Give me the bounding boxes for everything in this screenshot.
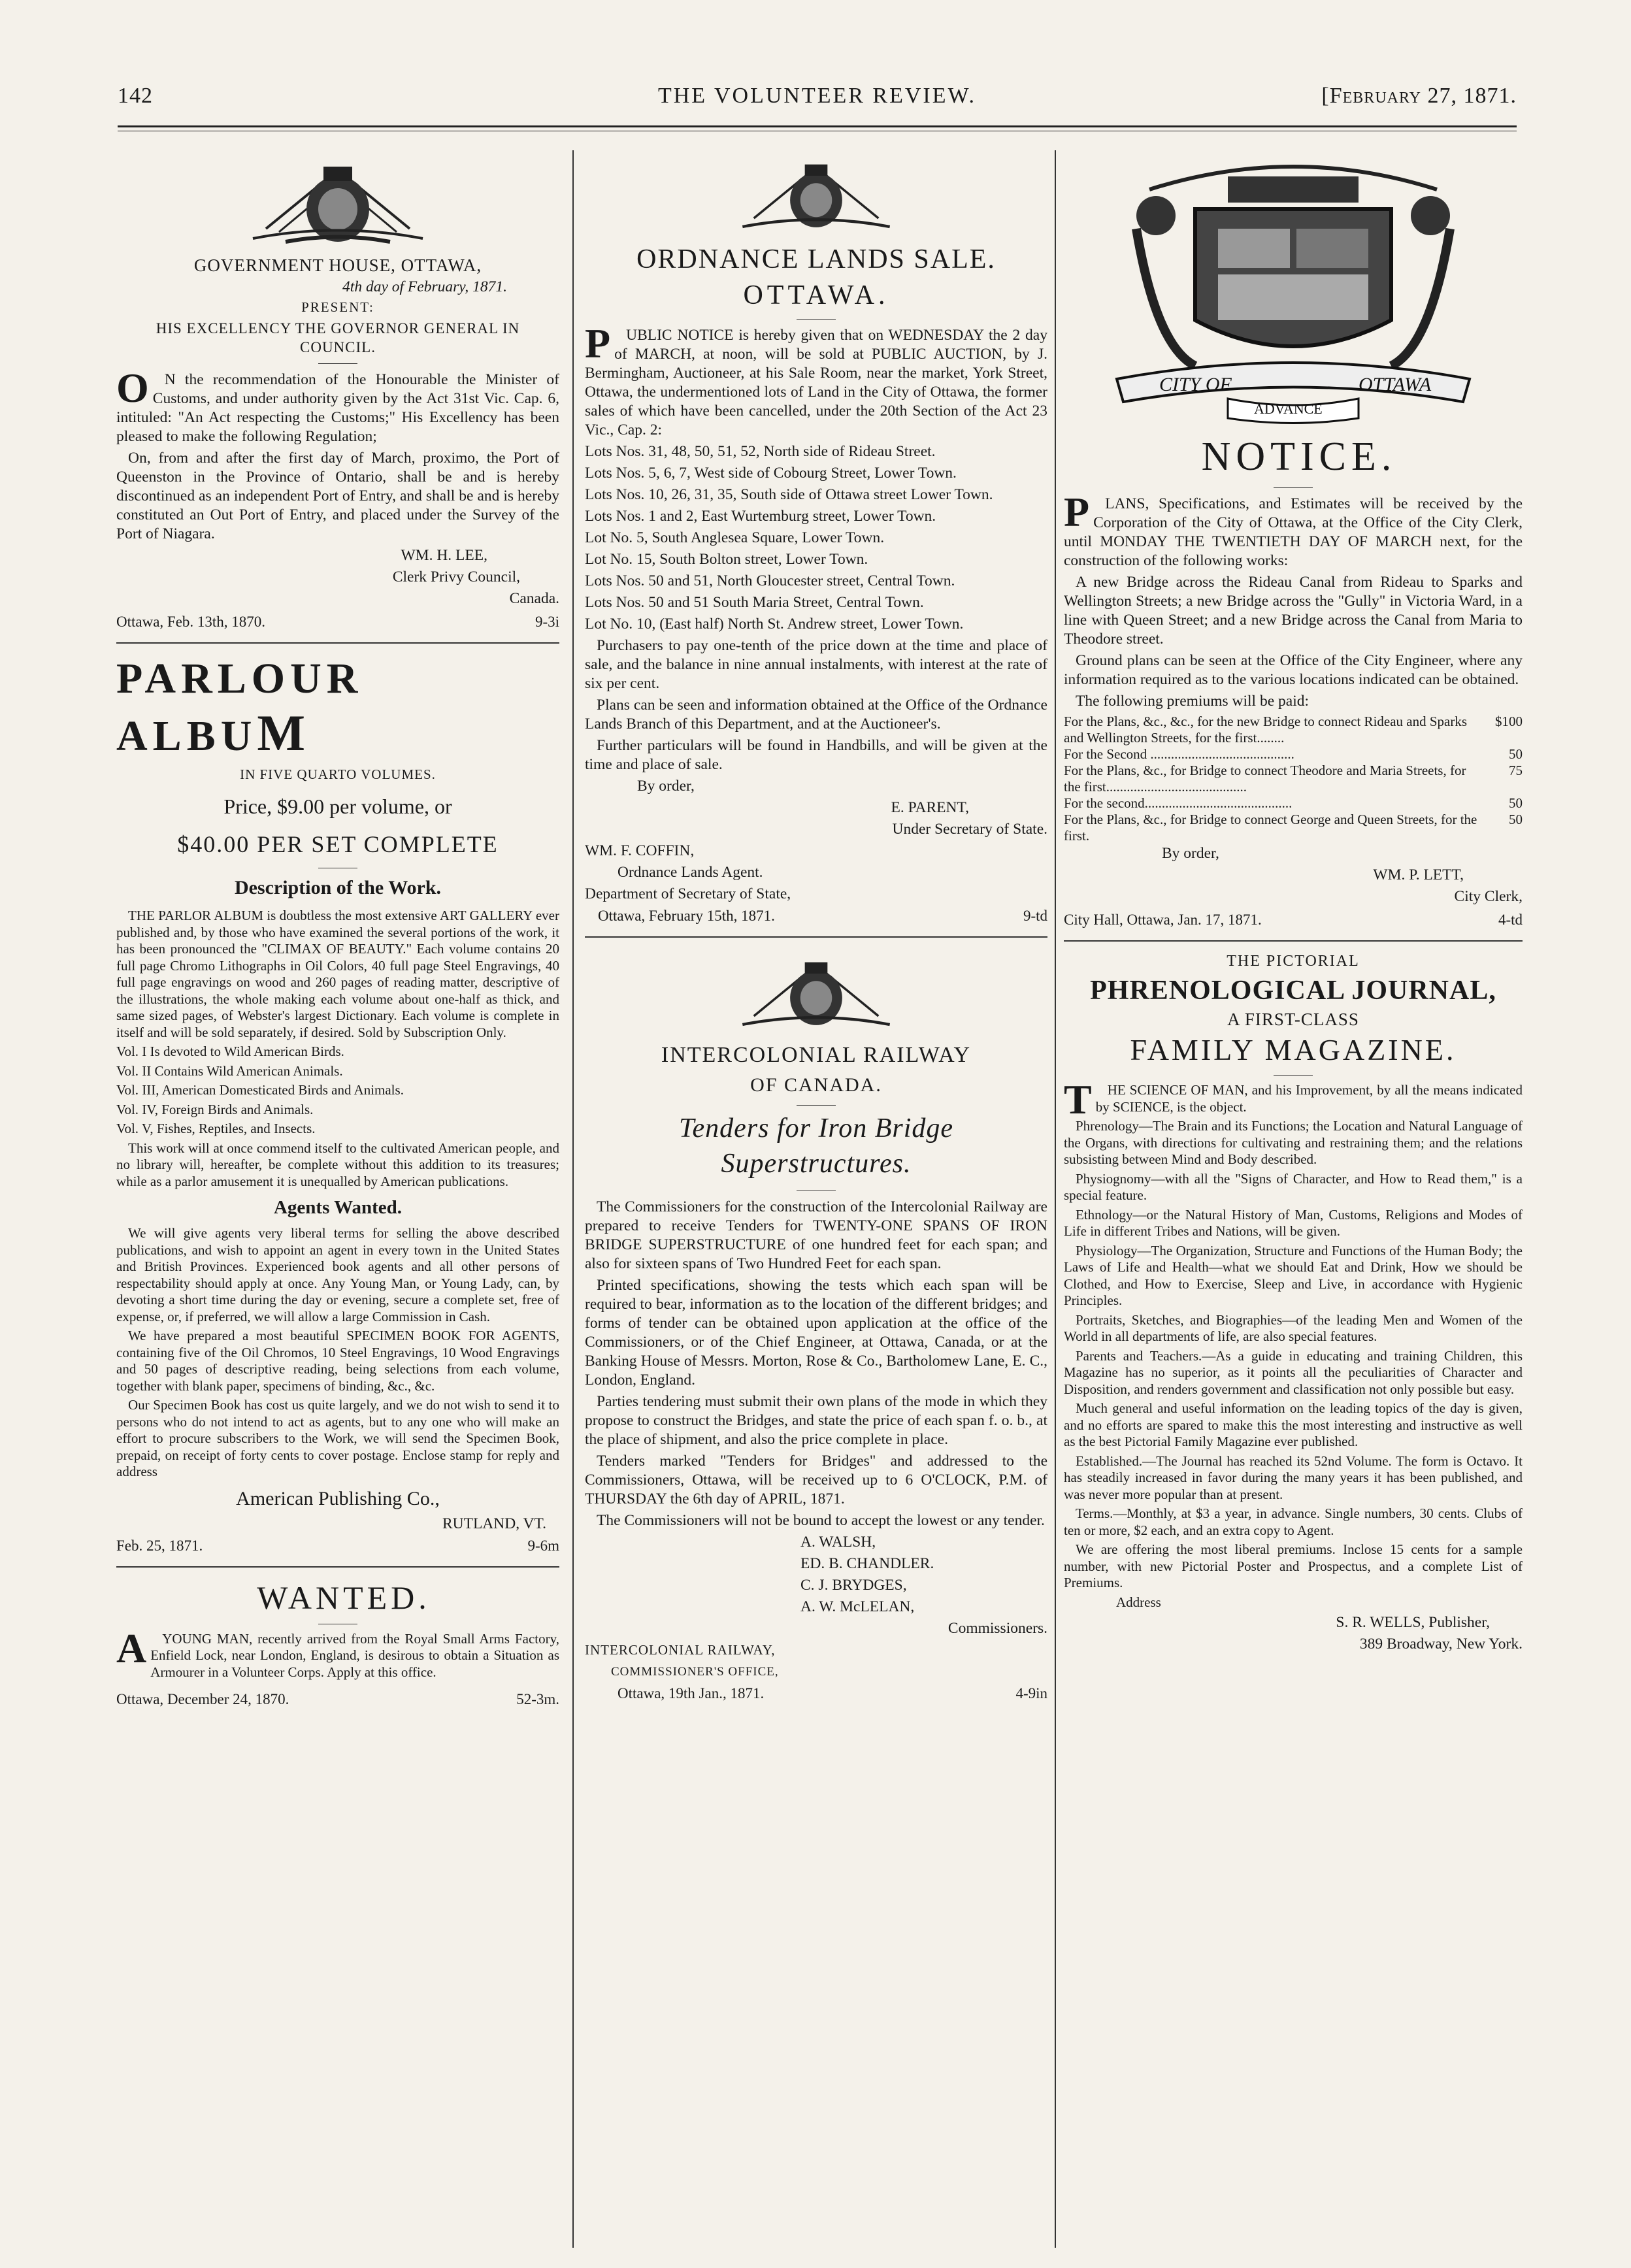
council-heading: HIS EXCELLENCY THE GOVERNOR GENERAL IN COUNCIL. — [156, 320, 520, 355]
journal-pretitle: THE PICTORIAL — [1227, 953, 1360, 970]
ordnance-paragraph-1: PUBLIC NOTICE is hereby given that on WEDNESDAY the 2 day of MARCH, at noon, will be sold at PUBLIC AUCTION, by J. Bermingham, Auctioneer, at his Sale Room, near the market, York Street, Ottawa, the undermentioned lots of Land in the City of Ottawa, the former sales of which have been cancelled, under the 20th Section of the Act 23 Vic., Cap. 2: — [585, 320, 1047, 438]
ordnance-sig-1-title: Under Secretary of State. — [892, 821, 1047, 838]
wanted-footer-code: 52-3m. — [516, 1691, 559, 1707]
journal-address-label: Address — [1116, 1594, 1161, 1610]
journal-ethnology: Ethnology—or the Natural History of Man, Customs, Religions and Modes of Life in different Tribes and Nations, will be given. — [1064, 1206, 1523, 1239]
agents-paragraph-1: We will give agents very liberal terms for selling the above described publications, and wish to appoint an agent in every town in the United States and British Provinces. Experienced book agents and all other persons of respectability should apply at once. Any Young Man, or Young Lady, can, by devoting a short time during the day or evening, secure a complete set, free of expense, or, if preferred, we will allow a large Commission in Cash. — [116, 1225, 559, 1324]
railway-title: INTERCOLONIAL RAILWAY — [661, 1043, 972, 1067]
premium-amount: $100 — [1495, 714, 1523, 729]
wanted-title: WANTED. — [257, 1579, 431, 1616]
masthead-title: THE VOLUNTEER REVIEW. — [657, 84, 976, 108]
railway-code: 4-9in — [1015, 1685, 1047, 1701]
commissioner-name: A. WALSH, — [800, 1534, 876, 1551]
tenders-heading-1: Tenders for Iron Bridge — [678, 1113, 954, 1143]
premium-amount: 50 — [1509, 795, 1523, 811]
seal-text-advance: ADVANCE — [1254, 401, 1323, 417]
lot-item: Lots Nos. 10, 26, 31, 35, South side of Ottawa street Lower Town. — [585, 486, 993, 503]
divider — [797, 1105, 836, 1106]
commissioner-name: ED. B. CHANDLER. — [800, 1555, 934, 1572]
column-1 — [116, 150, 559, 2248]
premium-row — [1064, 714, 1523, 746]
journal-physiology: Physiology—The Organization, Structure and Functions of the Human Body; the Laws of Life and Health—what we should Eat and Drink, How we should be Clothed, and How to Exercise, Sleep and Live, in accordance with Hygienic Principles. — [1064, 1242, 1523, 1308]
ordnance-paragraph-2: Purchasers to pay one-tenth of the price down at the time and place of sale, and the balance in nine annual instalments, with interest at the rate of six per cent. — [585, 637, 1047, 692]
album-title-end: M — [257, 704, 310, 761]
gov-signature-title: Clerk Privy Council, — [392, 568, 520, 585]
lot-item: Lots Nos. 31, 48, 50, 51, 52, North side of Rideau Street. — [585, 443, 936, 460]
gov-house-title: GOVERNMENT HOUSE, OTTAWA, — [193, 255, 482, 275]
section-divider — [585, 936, 1047, 938]
premium-desc: For the Plans, &c., for Bridge to connect Theodore and Maria Streets, for the first......................................... — [1064, 763, 1466, 795]
album-volumes: IN FIVE QUARTO VOLUMES. — [240, 766, 436, 782]
gov-footer-code: 9-3i — [535, 613, 559, 630]
railway-paragraph-2: Printed specifications, showing the tests which each span will be required to bear, information as to the location of the different bridges; and forms of tender can be obtained upon application at the office of the Commissioners, or of the Chief Engineer, at Ottawa, Canada, or at the Banking House of Messrs. Morton, Rose & Co., Bartholomew Lane, E. C., London, England. — [585, 1277, 1047, 1389]
journal-title: PHRENOLOGICAL JOURNAL, — [1090, 976, 1496, 1006]
publisher-name: American Publishing Co., — [236, 1487, 440, 1509]
ordnance-code: 9-td — [1023, 908, 1047, 924]
page-header — [118, 84, 1517, 123]
journal-portraits: Portraits, Sketches, and Biographies—of the leading Men and Women of the World in all departments of life, are also special features. — [1064, 1311, 1523, 1344]
seal-text-city: CITY OF — [1159, 374, 1232, 395]
railway-footer — [585, 1684, 1047, 1703]
tenders-heading-2: Superstructures. — [721, 1149, 912, 1179]
ordnance-by-order: By order, — [637, 778, 695, 795]
column-3 — [1064, 150, 1523, 2248]
section-divider — [116, 642, 559, 644]
commissioner-name: C. J. BRYDGES, — [800, 1577, 907, 1594]
gov-signature-country: Canada. — [509, 589, 559, 607]
album-footer-code: 9-6m — [527, 1537, 559, 1554]
journal-publisher: S. R. WELLS, Publisher, — [1336, 1614, 1490, 1631]
royal-arms-emblem-icon — [240, 150, 436, 248]
journal-phrenology: Phrenology—The Brain and its Functions; the Location and Natural Language of the Organs, with directions for cultivating and restraining them; and the relations subsisting between Mind and Body described. — [1064, 1118, 1523, 1167]
ordnance-paragraph-3: Plans can be seen and information obtained at the Office of the Ordnance Lands Branch of this Department, and at the Auctioneer's. — [585, 697, 1047, 732]
column-rule-2 — [1055, 150, 1056, 2248]
journal-family-magazine: FAMILY MAGAZINE. — [1130, 1033, 1457, 1066]
notice-footer — [1064, 910, 1523, 930]
lot-item: Lot No. 10, (East half) North St. Andrew street, Lower Town. — [585, 616, 964, 633]
divider — [1274, 1075, 1313, 1076]
agents-heading: Agents Wanted. — [273, 1197, 403, 1218]
premiums-list — [1064, 714, 1523, 844]
gov-paragraph-2: On, from and after the first day of March, proximo, the Port of Queenston in the Province of Ontario, shall be and is hereby discontinued as an independent Port of Entry, and shall be and is hereby constituted an Out Port of Entry, and placed under the Survey of the Port of Niagara. — [116, 449, 559, 542]
premium-row — [1064, 746, 1523, 763]
gov-signature-name: WM. H. LEE, — [401, 546, 487, 564]
ordnance-sig-2: WM. F. COFFIN, — [585, 842, 695, 859]
album-title — [116, 654, 559, 763]
gov-paragraph-1: ON the recommendation of the Honourable the Minister of Customs, and under authority given by the Act 31st Vic. Cap. 6, intituled: "An Act respecting the Customs;" His Excellency has been pleased to make the following Regulation; — [116, 364, 559, 445]
ordnance-sig-2-title: Ordnance Lands Agent. — [618, 864, 763, 881]
seal-text-ottawa: OTTAWA — [1359, 374, 1432, 395]
journal-intro: THE SCIENCE OF MAN, and his Improvement, by all the means indicated by SCIENCE, is the object. — [1064, 1076, 1523, 1123]
section-divider — [116, 1566, 559, 1568]
album-vol-1: Vol. I Is devoted to Wild American Birds. — [116, 1044, 344, 1059]
journal-general: Much general and useful information on the leading topics of the day is given, and no efforts are spared to make this the most interesting and instructive as well as the best Pictorial Family Magazine ever published. — [1064, 1400, 1523, 1449]
wanted-ad — [116, 1578, 559, 1710]
album-vol-2: Vol. II Contains Wild American Animals. — [116, 1062, 343, 1079]
agents-paragraph-3: Our Specimen Book has cost us quite largely, and we do not wish to send it to persons who do not intend to act as agents, but to any one who will make an effort to procure subscribers to the Work, we will send the Specimen Book, prepaid, on receipt of forty cents to cover postage. Enclose stamp for reply and address — [116, 1397, 559, 1479]
commissioners-list — [585, 1533, 1047, 1638]
phrenological-journal-ad — [1064, 952, 1523, 1654]
divider — [797, 319, 836, 320]
railway-paragraph-1: The Commissioners for the construction of the Intercolonial Railway are prepared to receive Tenders for TWENTY-ONE SPANS OF IRON BRIDGE SUPERSTRUCTURE of one hundred feet for each span; and also for sixteen spans of Two Hundred Feet for each span. — [585, 1198, 1047, 1272]
journal-terms: Terms.—Monthly, at $3 a year, in advance. Single numbers, 30 cents. Clubs of ten or more, $2 each, and an extra copy to Agent. — [1064, 1505, 1523, 1538]
album-vol-5: Vol. V, Fishes, Reptiles, and Insects. — [116, 1121, 316, 1136]
royal-arms-emblem-icon — [725, 150, 908, 235]
railway-paragraph-5: The Commissioners will not be bound to accept the lowest or any tender. — [597, 1512, 1045, 1529]
notice-signature: WM. P. LETT, — [1373, 866, 1464, 883]
album-footer — [116, 1536, 559, 1556]
journal-physiognomy: Physiognomy—with all the "Signs of Character, and How to Read them," is a special feature. — [1064, 1170, 1523, 1203]
royal-arms-emblem-icon — [725, 948, 908, 1033]
divider — [318, 363, 357, 364]
album-commend: This work will at once commend itself to the cultivated American people, and no library will, hereafter, be complete without this addition to its treasures; while as a parlor amusement it is unequalled by American publications. — [116, 1140, 559, 1189]
lot-item: Lots Nos. 50 and 51 South Maria Street, Central Town. — [585, 594, 924, 611]
notice-title: NOTICE. — [1201, 435, 1397, 479]
lot-item: Lots Nos. 50 and 51, North Gloucester street, Central Town. — [585, 572, 955, 589]
album-desc-heading: Description of the Work. — [234, 877, 442, 898]
premium-desc: For the Second .......................................... — [1064, 746, 1294, 762]
premium-desc: For the Plans, &c., for Bridge to connect George and Queen Streets, for the first. — [1064, 812, 1477, 844]
column-rule-1 — [572, 150, 574, 2248]
ordnance-title: ORDNANCE LANDS SALE. — [636, 244, 996, 274]
lot-item: Lot No. 15, South Bolton street, Lower Town. — [585, 551, 868, 568]
premium-row — [1064, 795, 1523, 812]
notice-by-order: By order, — [1162, 845, 1219, 862]
ordnance-date: Ottawa, February 15th, 1871. — [598, 908, 775, 924]
album-price-volume: Price, $9.00 per volume, or — [223, 795, 452, 818]
column-2 — [585, 150, 1047, 2248]
notice-date: City Hall, Ottawa, Jan. 17, 1871. — [1064, 912, 1262, 928]
premium-amount: 75 — [1509, 763, 1523, 778]
page-number: 142 — [118, 84, 153, 108]
header-rule — [118, 125, 1517, 127]
album-footer-date: Feb. 25, 1871. — [116, 1537, 203, 1554]
lots-list — [585, 442, 1047, 634]
journal-subtitle: A FIRST-CLASS — [1227, 1010, 1359, 1029]
album-description: THE PARLOR ALBUM is doubtless the most extensive ART GALLERY ever published and, by those who have examined the several portions of the work, it has been pronounced the "CLIMAX OF BEAUTY." Each volume contains 20 full page Chromo Lithographs in Oil Colors, 40 full page Steel Engravings, 40 full page engravings on wood and 260 pages of reading matter, descriptive of the illustrations, the whole making each volume about one-half as thick, and same sized pages, of Webster's largest Dictionary. Each volume is complete in itself and will be sold separately, if desired. Sold by Subscription Only. — [116, 908, 559, 1040]
ordnance-subtitle: OTTAWA. — [743, 280, 889, 310]
journal-established: Established.—The Journal has reached its 52nd Volume. The form is Octavo. It has steadily increased in favor during the many years it has been published, and was never more popular than at present. — [1064, 1453, 1523, 1502]
railway-paragraph-3: Parties tendering must submit their own plans of the mode in which they propose to construct the Bridges, and state the price of each span f. o. b., at the place of shipment, and also the price complete in place. — [585, 1393, 1047, 1448]
lot-item: Lots Nos. 5, 6, 7, West side of Cobourg Street, Lower Town. — [585, 465, 957, 482]
railway-date: Ottawa, 19th Jan., 1871. — [618, 1685, 765, 1701]
lot-item: Lot No. 5, South Anglesea Square, Lower Town. — [585, 529, 885, 546]
city-of-ottawa-seal-icon — [1097, 150, 1489, 425]
ordnance-dept: Department of Secretary of State, — [585, 885, 791, 902]
notice-paragraph-1: PLANS, Specifications, and Estimates will be received by the Corporation of the City of Ottawa, at the Office of the City Clerk, until MONDAY THE TWENTIETH DAY OF MARCH next, for the construction of the following works: — [1064, 489, 1523, 569]
railway-office-1: INTERCOLONIAL RAILWAY, — [585, 1642, 776, 1658]
issue-date: [February 27, 1871. — [1321, 84, 1517, 108]
gov-footer-date: Ottawa, Feb. 13th, 1870. — [116, 613, 266, 630]
present-label: PRESENT: — [301, 299, 374, 315]
wanted-footer — [116, 1690, 559, 1709]
parlour-album-ad — [116, 654, 559, 1556]
album-title-main: PARLOUR ALBU — [116, 654, 363, 760]
notice-signature-title: City Clerk, — [1454, 888, 1523, 905]
lot-item: Lots Nos. 1 and 2, East Wurtemburg street, Lower Town. — [585, 508, 936, 525]
album-vol-4: Vol. IV, Foreign Birds and Animals. — [116, 1101, 314, 1117]
notice-paragraph-3: Ground plans can be seen at the Office of the City Engineer, where any information required as to the various locations indicated can be obtained. — [1064, 652, 1523, 688]
journal-publisher-address: 389 Broadway, New York. — [1359, 1635, 1523, 1652]
commissioners-label: Commissioners. — [947, 1620, 1047, 1637]
notice-paragraph-2: A new Bridge across the Rideau Canal from Rideau to Sparks and Wellington Streets; a new Bridge across the "Gully" in Victoria Ward, in a line with Queen Street; and a new Bridge across the Canal from Maria to Theodore street. — [1064, 574, 1523, 648]
journal-premiums: We are offering the most liberal premiums. Inclose 15 cents for a sample number, with new Pictorial Poster and Prospectus, and a complete List of Premiums. — [1064, 1541, 1523, 1590]
ordnance-paragraph-4: Further particulars will be found in Handbills, and will be given at the time and place of sale. — [585, 737, 1047, 773]
premium-row — [1064, 763, 1523, 795]
railway-office-2: COMMISSIONER'S OFFICE, — [611, 1665, 779, 1679]
publisher-place: RUTLAND, VT. — [442, 1515, 546, 1532]
commissioner-name: A. W. McLELAN, — [800, 1598, 915, 1615]
section-divider — [1064, 940, 1523, 942]
premium-amount: 50 — [1509, 812, 1523, 827]
wanted-text: AYOUNG MAN, recently arrived from the Royal Small Arms Factory, Enfield Lock, near London, England, is desirous to obtain a Situation as Armourer in a Volunteer Corps. Apply at this office. — [116, 1624, 559, 1680]
ordnance-sig-1: E. PARENT, — [891, 799, 969, 816]
premium-row — [1064, 812, 1523, 844]
gov-date: 4th day of February, 1871. — [342, 278, 507, 295]
album-price-set: $40.00 PER SET COMPLETE — [177, 831, 499, 857]
railway-subtitle: OF CANADA. — [750, 1074, 882, 1096]
premium-desc: For the second........................................... — [1064, 795, 1293, 811]
wanted-footer-date: Ottawa, December 24, 1870. — [116, 1691, 289, 1707]
agents-paragraph-2: We have prepared a most beautiful SPECIMEN BOOK FOR AGENTS, containing five of the Oil Chromos, 10 Steel Engravings, 10 Wood Engravings and 50 pages of descriptive reading, being selections from each volume, together with blank paper, specimens of binding, &c., &c. — [116, 1328, 559, 1394]
ordnance-footer — [585, 906, 1047, 926]
gov-footer — [116, 612, 559, 632]
album-vol-3: Vol. III, American Domesticated Birds and Animals. — [116, 1082, 404, 1098]
divider — [1274, 487, 1313, 488]
premium-amount: 50 — [1509, 746, 1523, 762]
notice-code: 4-td — [1498, 912, 1523, 928]
journal-parents: Parents and Teachers.—As a guide in educating and training Children, this Magazine has no superior, as it points all the peculiarities of Character and Disposition, and renders government and classification not only possible but easy. — [1064, 1347, 1523, 1397]
premium-desc: For the Plans, &c., &c., for the new Bridge to connect Rideau and Sparks and Wellington Streets, for the first........ — [1064, 714, 1468, 746]
railway-paragraph-4: Tenders marked "Tenders for Bridges" and addressed to the Commissioners, Ottawa, will be received up to 6 O'CLOCK, P.M. of THURSDAY the 6th day of APRIL, 1871. — [585, 1453, 1047, 1507]
notice-paragraph-4: The following premiums will be paid: — [1076, 693, 1310, 710]
